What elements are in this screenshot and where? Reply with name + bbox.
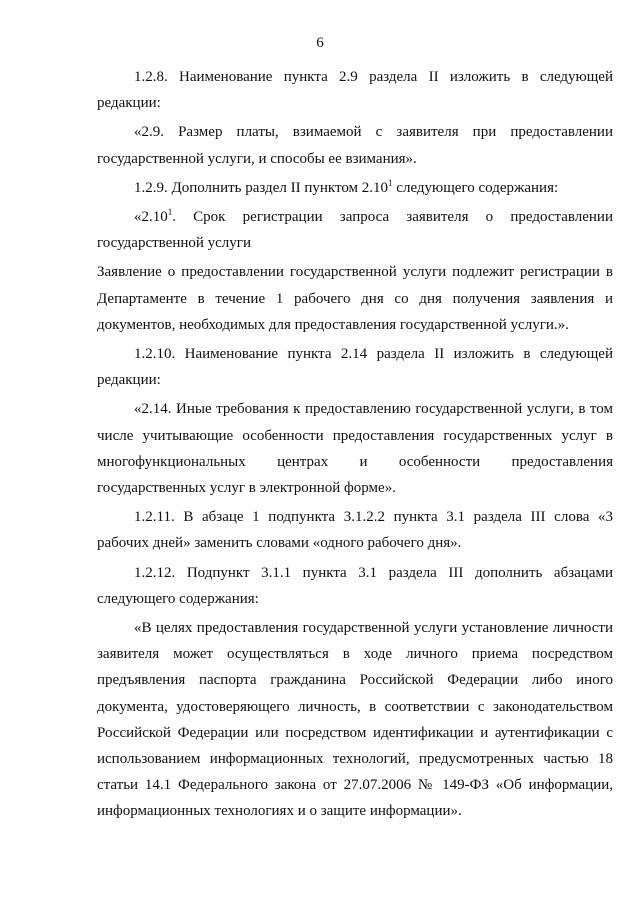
paragraph-1-2-8: 1.2.8. Наименование пункта 2.9 раздела II изложить в следующей редакции:	[97, 69, 613, 112]
superscript-mark: 1	[388, 177, 393, 188]
paragraph-2-14-quote: «2.14. Иные требования к предоставлению государственной услуги, в том числе учитывающие особенности предоставления государственных услуг в многофункциональных центрах и особенности предоставления государственных услуг в электронной форме».	[97, 401, 613, 497]
paragraph-1-2-12: 1.2.12. Подпункт 3.1.1 пункта 3.1 раздела III дополнить абзацами следующего содержания:	[97, 564, 613, 607]
paragraph-2-9-quote: «2.9. Размер платы, взимаемой с заявителя при предоставлении государственной услуги, и способы ее взимания».	[97, 124, 613, 167]
paragraph-2-10-1-heading	[97, 204, 613, 256]
paragraph-1-2-11: 1.2.11. В абзаце 1 подпункта 3.1.2.2 пункта 3.1 раздела III слова «3 рабочих дней» заменить словами «одного рабочего дня».	[97, 509, 613, 552]
page-number: 6	[316, 35, 324, 51]
document-body	[97, 64, 613, 825]
paragraph-identity-verification: «В целях предоставления государственной услуги установление личности заявителя может осуществляться в ходе личного приема посредством предъявления паспорта гражданина Российской Федерации либо иного документа, удостоверяющего личность, в соответствии с законодательством Российской Федерации или посредством идентификации и аутентификации с использованием информационных технологий, предусмотренных частью 18 статьи 14.1 Федерального закона от 27.07.2006 № 149-ФЗ «Об информации, информационных технологиях и о защите информации».	[97, 620, 613, 820]
paragraph-2-10-1-before: «2.10	[134, 209, 168, 226]
paragraph-2-10-1-after: . Срок регистрации запроса заявителя о предоставлении государственной услуги	[97, 209, 613, 252]
superscript-mark: 1	[167, 207, 173, 218]
paragraph-1-2-9-after: следующего содержания:	[392, 179, 559, 196]
paragraph-1-2-9-before: 1.2.9. Дополнить раздел II пунктом 2.10	[134, 179, 389, 196]
paragraph-1-2-9	[97, 175, 613, 201]
paragraph-1-2-10: 1.2.10. Наименование пункта 2.14 раздела II изложить в следующей редакции:	[97, 346, 613, 389]
paragraph-application-registration: Заявление о предоставлении государственной услуги подлежит регистрации в Департаменте в течение 1 рабочего дня со дня получения заявления и документов, необходимых для предоставления государственной услуги.».	[97, 264, 613, 333]
